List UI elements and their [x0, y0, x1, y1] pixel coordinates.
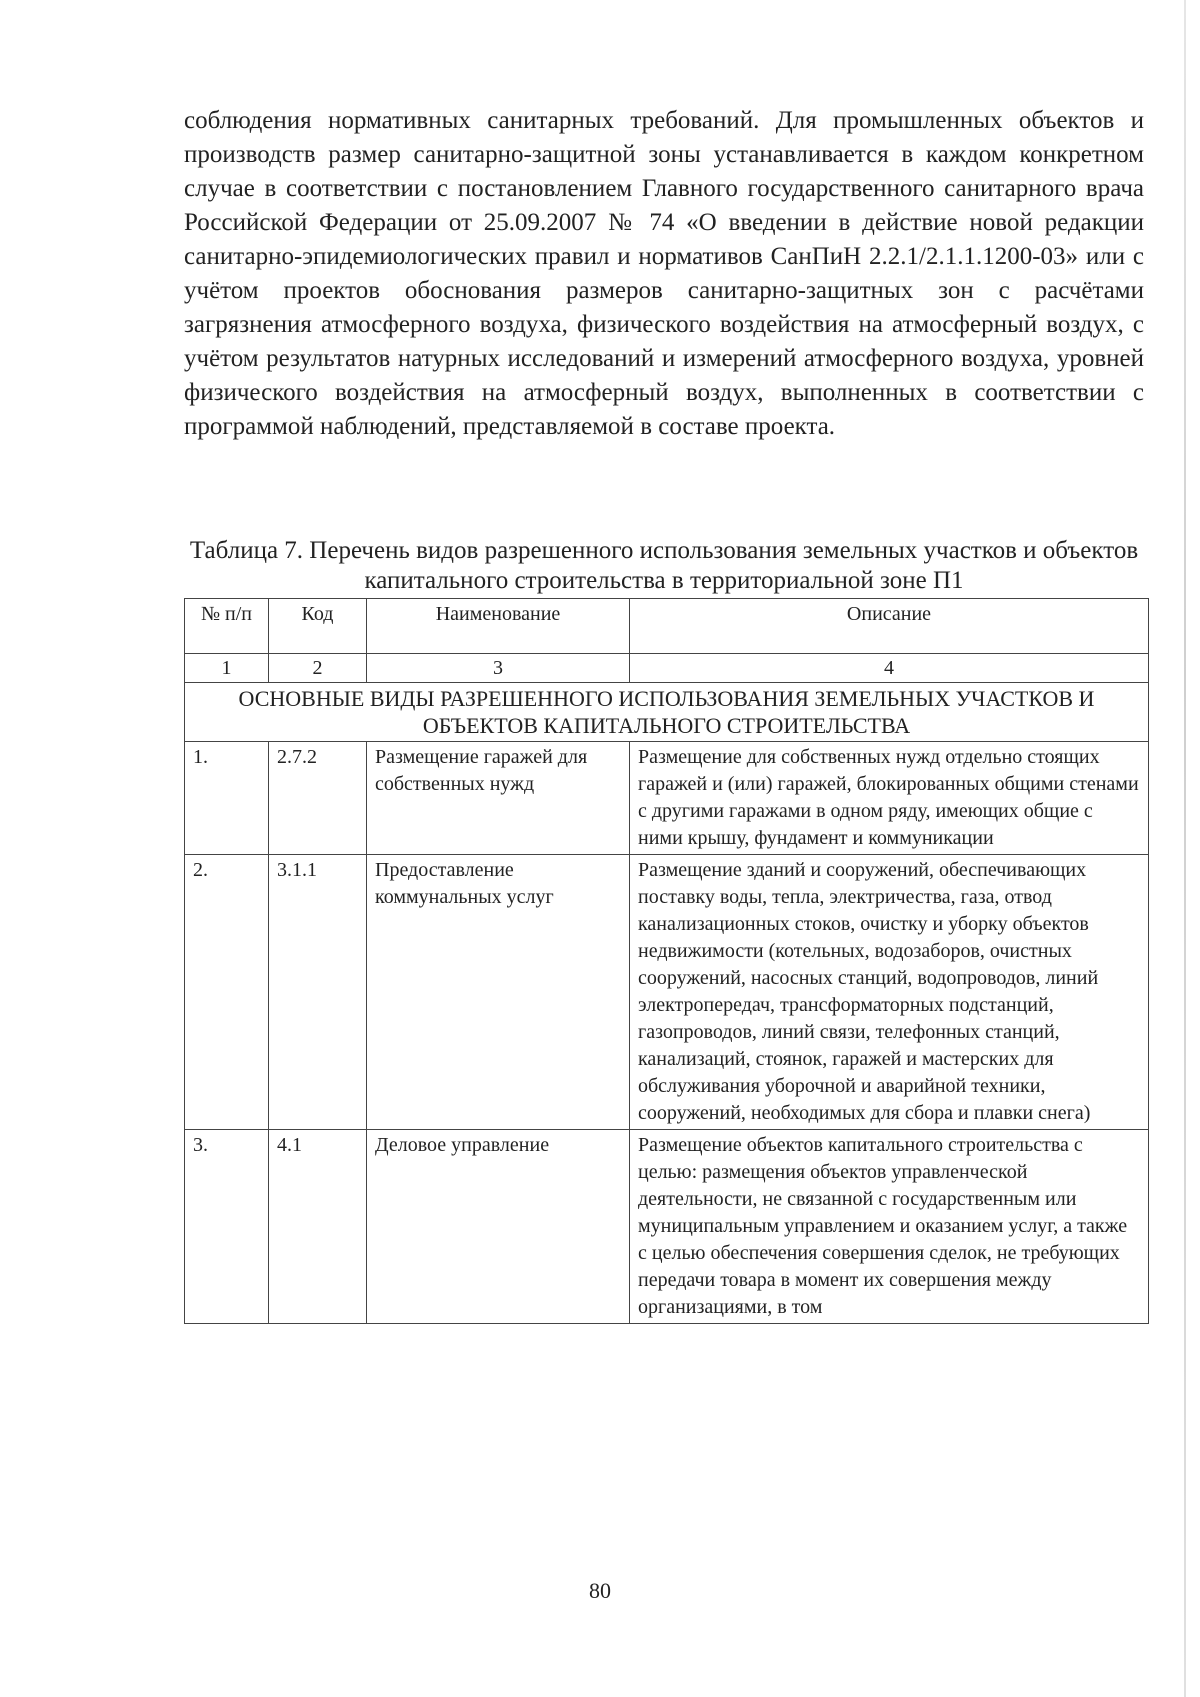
table-caption: Таблица 7. Перечень видов разрешенного использования земельных участков и объектов капитального строительства в территориальной зоне П1 [189, 537, 1139, 594]
row-number: 3. [185, 1130, 269, 1324]
land-use-table [184, 598, 1149, 1324]
row-name: Предоставление коммунальных услуг [367, 855, 630, 1130]
scan-border [1184, 0, 1186, 1697]
table-row [185, 1130, 1149, 1324]
page-number: 80 [589, 1578, 611, 1603]
section-title: ОСНОВНЫЕ ВИДЫ РАЗРЕШЕННОГО ИСПОЛЬЗОВАНИЯ ЗЕМЕЛЬНЫХ УЧАСТКОВ И ОБЪЕКТОВ КАПИТАЛЬНОГО СТРОИТЕЛЬСТВА [185, 683, 1149, 742]
row-description: Размещение зданий и сооружений, обеспечивающих поставку воды, тепла, электричества, газа, отвод канализационных стоков, очистку и уборку объектов недвижимости (котельных, водозаборов, очистных сооружений, насосных станций, водопроводов, линий электропередач, трансформаторных подстанций, газопроводов, линий связи, телефонных станций, канализаций, стоянок, гаражей и мастерских для обслуживания уборочной и аварийной техники, сооружений, необходимых для сбора и плавки снега) [630, 855, 1149, 1130]
row-number: 1. [185, 742, 269, 855]
row-description: Размещение для собственных нужд отдельно стоящих гаражей и (или) гаражей, блокированных общими стенами с другими гаражами в одном ряду, имеющих общие с ними крышу, фундамент и коммуникации [630, 742, 1149, 855]
row-number: 2. [185, 855, 269, 1130]
header-number: № п/п [185, 599, 269, 654]
body-paragraph: соблюдения нормативных санитарных требований. Для промышленных объектов и производств размер санитарно-защитной зоны устанавливается в каждом конкретном случае в соответствии с постановлением Главного государственного санитарного врача Российской Федерации от 25.09.2007 № 74 «О введении в действие новой редакции санитарно-эпидемиологических правил и нормативов СанПиН 2.2.1/2.1.1.1200-03» или с учётом проектов обоснования размеров санитарно-защитных зон с расчётами загрязнения атмосферного воздуха, физического воздействия на атмосферный воздух, с учётом результатов натурных исследований и измерений атмосферного воздуха, уровней физического воздействия на атмосферный воздух, выполненных в соответствии с программой наблюдений, представляемой в составе проекта. [184, 107, 1144, 440]
section-title-row [185, 683, 1149, 742]
table-header-row [185, 599, 1149, 654]
header-description: Описание [630, 599, 1149, 654]
row-name: Деловое управление [367, 1130, 630, 1324]
row-name: Размещение гаражей для собственных нужд [367, 742, 630, 855]
row-code: 3.1.1 [269, 855, 367, 1130]
table-row [185, 742, 1149, 855]
row-description: Размещение объектов капитального строительства с целью: размещения объектов управленческой деятельности, не связанной с государственным или муниципальным управлением и оказанием услуг, а также с целью обеспечения совершения сделок, не требующих передачи товара в момент их совершения между организациями, в том [630, 1130, 1149, 1324]
column-number: 1 [185, 654, 269, 683]
header-name: Наименование [367, 599, 630, 654]
column-number: 4 [630, 654, 1149, 683]
table-row [185, 855, 1149, 1130]
column-number: 3 [367, 654, 630, 683]
column-number: 2 [269, 654, 367, 683]
header-code: Код [269, 599, 367, 654]
column-number-row [185, 654, 1149, 683]
row-code: 2.7.2 [269, 742, 367, 855]
row-code: 4.1 [269, 1130, 367, 1324]
